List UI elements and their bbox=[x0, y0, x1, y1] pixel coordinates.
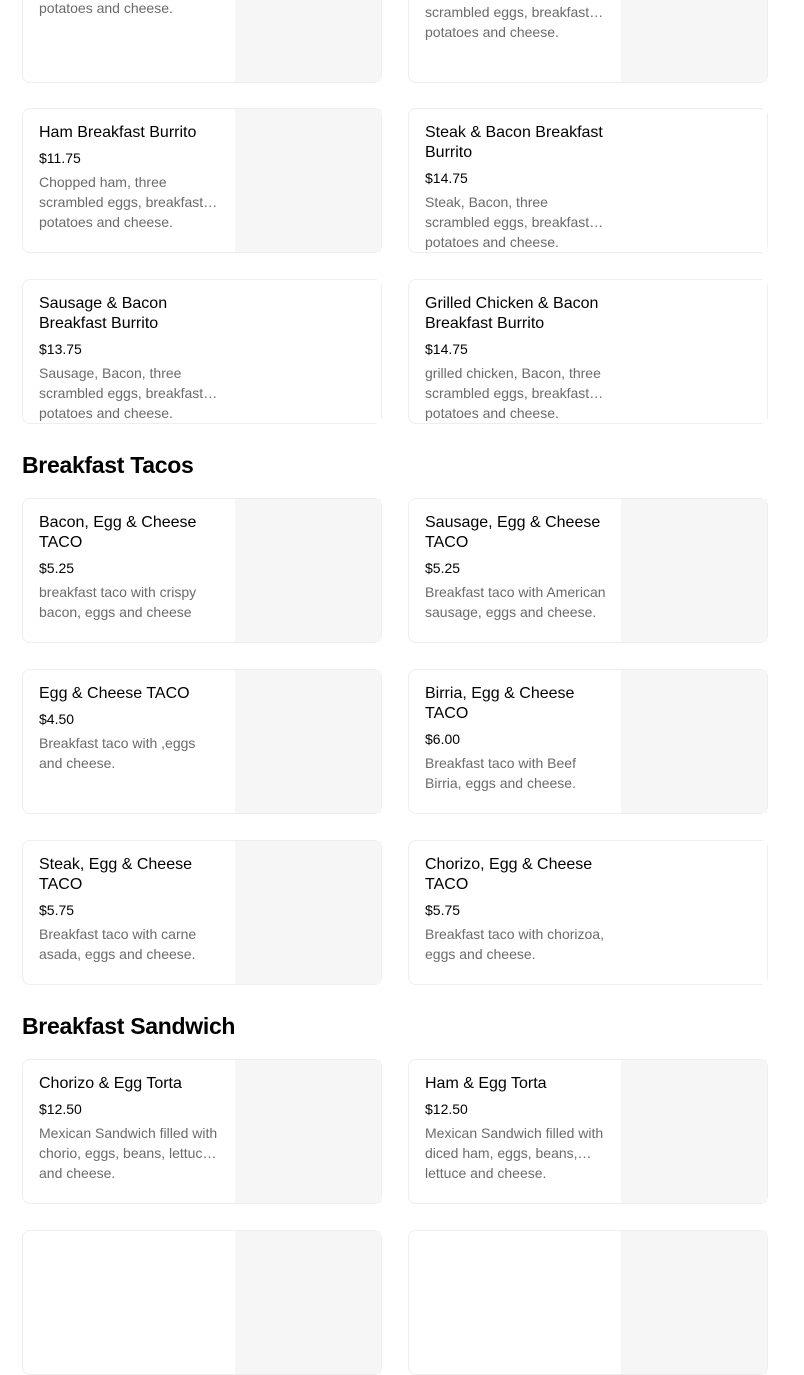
menu-item-price: $6.00 bbox=[425, 731, 461, 747]
menu-item-text bbox=[425, 294, 607, 421]
menu-item-card[interactable] bbox=[408, 498, 768, 643]
menu-item-image bbox=[235, 109, 381, 252]
menu-item-text bbox=[425, 123, 607, 250]
menu-item-name: Sausage & Bacon Breakfast Burrito bbox=[39, 295, 168, 332]
section-title-breakfast-sandwich: Breakfast Sandwich bbox=[22, 1013, 236, 1039]
menu-item-card[interactable] bbox=[408, 108, 768, 253]
menu-item-card[interactable] bbox=[22, 1059, 382, 1204]
menu-item-price: $5.75 bbox=[425, 902, 461, 918]
menu-item-card[interactable] bbox=[408, 669, 768, 814]
menu-item-price: $4.50 bbox=[39, 711, 75, 727]
menu-item-name: Birria, Egg & Cheese TACO bbox=[425, 685, 575, 722]
menu-item-name: Steak, Egg & Cheese TACO bbox=[39, 856, 192, 893]
menu-item-card[interactable] bbox=[22, 840, 382, 985]
menu-item-card[interactable] bbox=[408, 840, 768, 985]
menu-item-image bbox=[621, 1060, 767, 1203]
menu-item-text bbox=[39, 294, 221, 421]
menu-item-card[interactable] bbox=[22, 279, 382, 424]
menu-item-image bbox=[621, 1231, 767, 1374]
menu-item-text bbox=[425, 0, 607, 40]
menu-item-name: Ham Breakfast Burrito bbox=[39, 124, 197, 141]
menu-item-price: $14.75 bbox=[425, 341, 468, 357]
menu-item-image bbox=[621, 0, 767, 82]
menu-item-text bbox=[39, 1245, 221, 1250]
menu-item-card[interactable] bbox=[22, 1230, 382, 1375]
menu-item-description: Breakfast taco with carne asada, eggs and cheese. bbox=[39, 926, 197, 962]
menu-item-text bbox=[425, 684, 607, 793]
menu-item-name: Ham & Egg Torta bbox=[425, 1075, 547, 1092]
menu-item-text bbox=[39, 855, 221, 964]
menu-item-name: Chorizo, Egg & Cheese TACO bbox=[425, 856, 593, 893]
menu-item-text bbox=[39, 513, 221, 622]
menu-item-text bbox=[39, 684, 221, 773]
menu-item-price: $5.25 bbox=[39, 560, 75, 576]
menu-item-image bbox=[235, 499, 381, 642]
menu-item-image bbox=[235, 280, 381, 423]
menu-item-text bbox=[425, 513, 607, 622]
menu-item-price: $5.25 bbox=[425, 560, 461, 576]
menu-item-text bbox=[39, 1074, 221, 1181]
menu-item-name: Chorizo & Egg Torta bbox=[39, 1075, 182, 1092]
menu-item-description: Chopped ham, three scrambled eggs, breakfast potatoes and cheese. bbox=[39, 174, 204, 230]
menu-item-description: breakfast taco with crispy bacon, eggs and cheese bbox=[39, 584, 197, 620]
menu-item-description: Mexican Sandwich filled with chorio, eggs, beans, lettuce and cheese. bbox=[39, 1125, 218, 1181]
menu-item-price: $14.75 bbox=[425, 170, 468, 186]
menu-item-name: Grilled Chicken & Bacon Breakfast Burrito bbox=[425, 295, 599, 332]
menu-item-price: $11.75 bbox=[39, 150, 81, 166]
menu-item-text bbox=[425, 1245, 607, 1250]
menu-item-name: Egg & Cheese TACO bbox=[39, 685, 190, 702]
menu-item-price: $12.50 bbox=[425, 1101, 468, 1117]
menu-item-name: Steak & Bacon Breakfast Burrito bbox=[425, 124, 603, 161]
menu-item-text bbox=[425, 855, 607, 964]
menu-item-description: scrambled eggs, breakfast potatoes and cheese. bbox=[425, 4, 590, 40]
menu-item-image bbox=[621, 670, 767, 813]
menu-item-card[interactable] bbox=[22, 498, 382, 643]
menu-item-price: $13.75 bbox=[39, 341, 82, 357]
menu-item-description: grilled chicken, Bacon, three scrambled eggs, breakfast potatoes and cheese. bbox=[425, 365, 601, 421]
menu-item-image bbox=[621, 841, 767, 984]
menu-item-description: Breakfast taco with chorizoa, eggs and cheese. bbox=[425, 926, 604, 962]
menu-item-description: Breakfast taco with Beef Birria, eggs and cheese. bbox=[425, 755, 576, 791]
menu-item-card[interactable]: potatoes and cheese. bbox=[22, 0, 382, 83]
menu-item-name: Sausage, Egg & Cheese TACO bbox=[425, 514, 601, 551]
menu-item-description: Mexican Sandwich filled with diced ham, eggs, beans, lettuce and cheese. bbox=[425, 1125, 604, 1181]
menu-item-card[interactable] bbox=[408, 1230, 768, 1375]
menu-item-name: Bacon, Egg & Cheese TACO bbox=[39, 514, 197, 551]
section-title-breakfast-tacos: Breakfast Tacos bbox=[22, 452, 194, 478]
menu-item-card[interactable] bbox=[22, 108, 382, 253]
menu-item-card[interactable] bbox=[408, 0, 768, 83]
menu-item-price: $5.75 bbox=[39, 902, 75, 918]
menu-item-image bbox=[235, 1060, 381, 1203]
menu-item-description: Breakfast taco with ,eggs and cheese. bbox=[39, 735, 196, 771]
menu-item-price: $12.50 bbox=[39, 1101, 82, 1117]
menu-item-image bbox=[621, 280, 767, 423]
menu-item-image bbox=[621, 109, 767, 252]
menu-item-card[interactable] bbox=[408, 1059, 768, 1204]
menu-item-card[interactable] bbox=[22, 669, 382, 814]
menu-item-text bbox=[425, 1074, 607, 1181]
menu-item-image bbox=[621, 499, 767, 642]
menu-item-text bbox=[39, 123, 221, 230]
menu-item-description: Steak, Bacon, three scrambled eggs, breakfast potatoes and cheese. bbox=[425, 194, 590, 250]
menu-item-image bbox=[235, 670, 381, 813]
menu-item-description: Breakfast taco with American sausage, eggs and cheese. bbox=[425, 584, 606, 620]
menu-item-image bbox=[235, 0, 381, 82]
menu-item-image bbox=[235, 1231, 381, 1374]
menu-item-card[interactable] bbox=[408, 279, 768, 424]
menu-item-description: Sausage, Bacon, three scrambled eggs, breakfast potatoes and cheese. bbox=[39, 365, 204, 421]
menu-item-image bbox=[235, 841, 381, 984]
